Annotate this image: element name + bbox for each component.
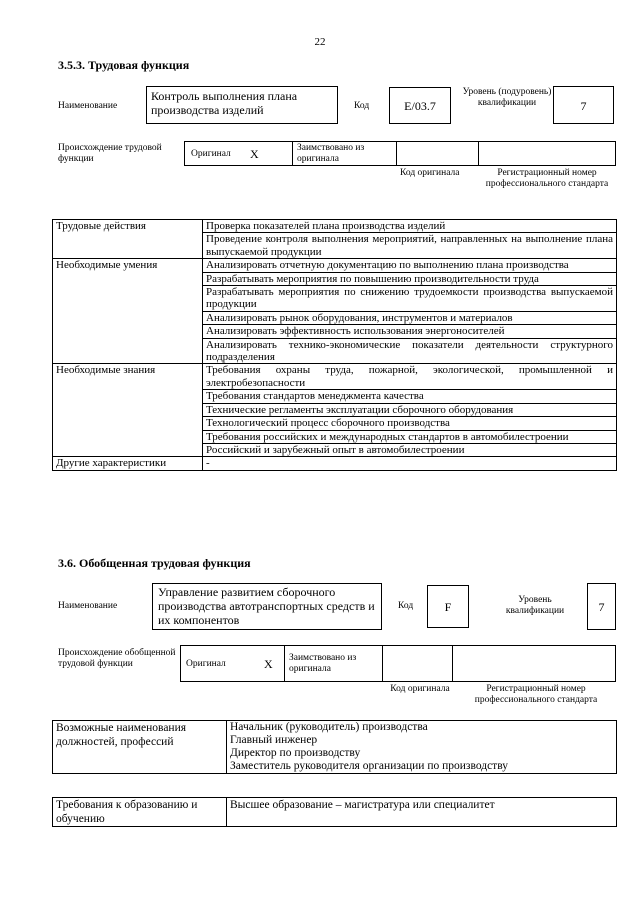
code-original-caption: Код оригинала [390, 684, 450, 694]
list-item: Требования охраны труда, пожарной, экологической, промышленной и электробезопасности [203, 364, 617, 390]
original-mark: X [264, 657, 273, 671]
list-item: Разрабатывать мероприятия по повышению производительности труда [203, 272, 617, 285]
row-label: Другие характеристики [53, 457, 203, 470]
table-row [53, 364, 617, 390]
level-label: Уровень квалификации [505, 595, 565, 616]
table-row [53, 721, 617, 735]
function-name-field: Управление развитием сборочного производства автотранспортных средств и их компонентов [152, 583, 382, 630]
list-item: Высшее образование – магистратура или специалитет [227, 798, 617, 827]
level-label: Уровень (подуровень) квалификации [462, 87, 552, 108]
list-item: Директор по производству [227, 747, 617, 760]
row-label: Необходимые знания [53, 364, 203, 457]
origin-table [184, 141, 616, 166]
list-item: Российский и зарубежный опыт в автомобилестроении [203, 443, 617, 456]
table-row [53, 798, 617, 827]
code-original-caption: Код оригинала [400, 168, 460, 178]
positions-table [52, 720, 617, 774]
section-heading: 3.5.3. Трудовая функция [58, 58, 190, 72]
origin-table [180, 645, 616, 682]
education-table [52, 797, 617, 827]
row-label: Требования к образованию и обучению [53, 798, 227, 827]
table-row [53, 220, 617, 233]
origin-label: Происхождение обобщенной трудовой функции [58, 648, 176, 669]
level-field: 7 [587, 583, 616, 630]
list-item: Проверка показателей плана производства изделий [203, 220, 617, 233]
list-item: Требования российских и международных стандартов в автомобилестроении [203, 430, 617, 443]
list-item: Требования стандартов менеджмента качества [203, 390, 617, 403]
reg-number-caption: Регистрационный номер профессионального стандарта [474, 684, 598, 705]
list-item: Анализировать эффективность использования энергоносителей [203, 325, 617, 338]
origin-label: Происхождение трудовой функции [58, 143, 162, 164]
list-item: Разрабатывать мероприятия по снижению трудоемкости производства выпускаемой продукции [203, 286, 617, 312]
table-row [53, 457, 617, 470]
original-label: Оригинал [186, 659, 226, 669]
list-item: Заместитель руководителя организации по производству [227, 760, 617, 774]
row-label: Трудовые действия [53, 220, 203, 259]
level-field: 7 [553, 86, 614, 124]
reg-number-caption: Регистрационный номер профессионального стандарта [485, 168, 609, 189]
code-label: Код [398, 601, 414, 611]
original-label: Оригинал [191, 149, 231, 159]
list-item: Начальник (руководитель) производства [227, 721, 617, 735]
name-label: Наименование [58, 601, 118, 611]
list-item: Проведение контроля выполнения мероприятий, направленных на выполнение плана выпускаемой продукции [203, 233, 617, 259]
code-field: F [427, 585, 469, 628]
list-item: Технические регламенты эксплуатации сборочного оборудования [203, 403, 617, 416]
list-item: - [203, 457, 617, 470]
row-label: Возможные наименования должностей, профессий [53, 721, 227, 774]
row-label: Необходимые умения [53, 259, 203, 364]
original-mark: X [250, 147, 259, 161]
code-field: E/03.7 [389, 87, 451, 124]
code-label: Код [354, 101, 370, 111]
function-details-table [52, 219, 617, 471]
table-row [53, 259, 617, 272]
function-name-field: Контроль выполнения плана производства изделий [146, 86, 338, 124]
borrowed-label: Заимствовано из оригинала [289, 653, 357, 674]
borrowed-label: Заимствовано из оригинала [297, 143, 365, 164]
list-item: Анализировать отчетную документацию по выполнению плана производства [203, 259, 617, 272]
section-heading: 3.6. Обобщенная трудовая функция [58, 556, 251, 570]
page-number: 22 [314, 36, 326, 48]
list-item: Технологический процесс сборочного производства [203, 417, 617, 430]
list-item: Анализировать технико-экономические показатели деятельности структурного подразделения [203, 338, 617, 364]
list-item: Главный инженер [227, 734, 617, 747]
list-item: Анализировать рынок оборудования, инструментов и материалов [203, 311, 617, 324]
name-label: Наименование [58, 101, 118, 111]
